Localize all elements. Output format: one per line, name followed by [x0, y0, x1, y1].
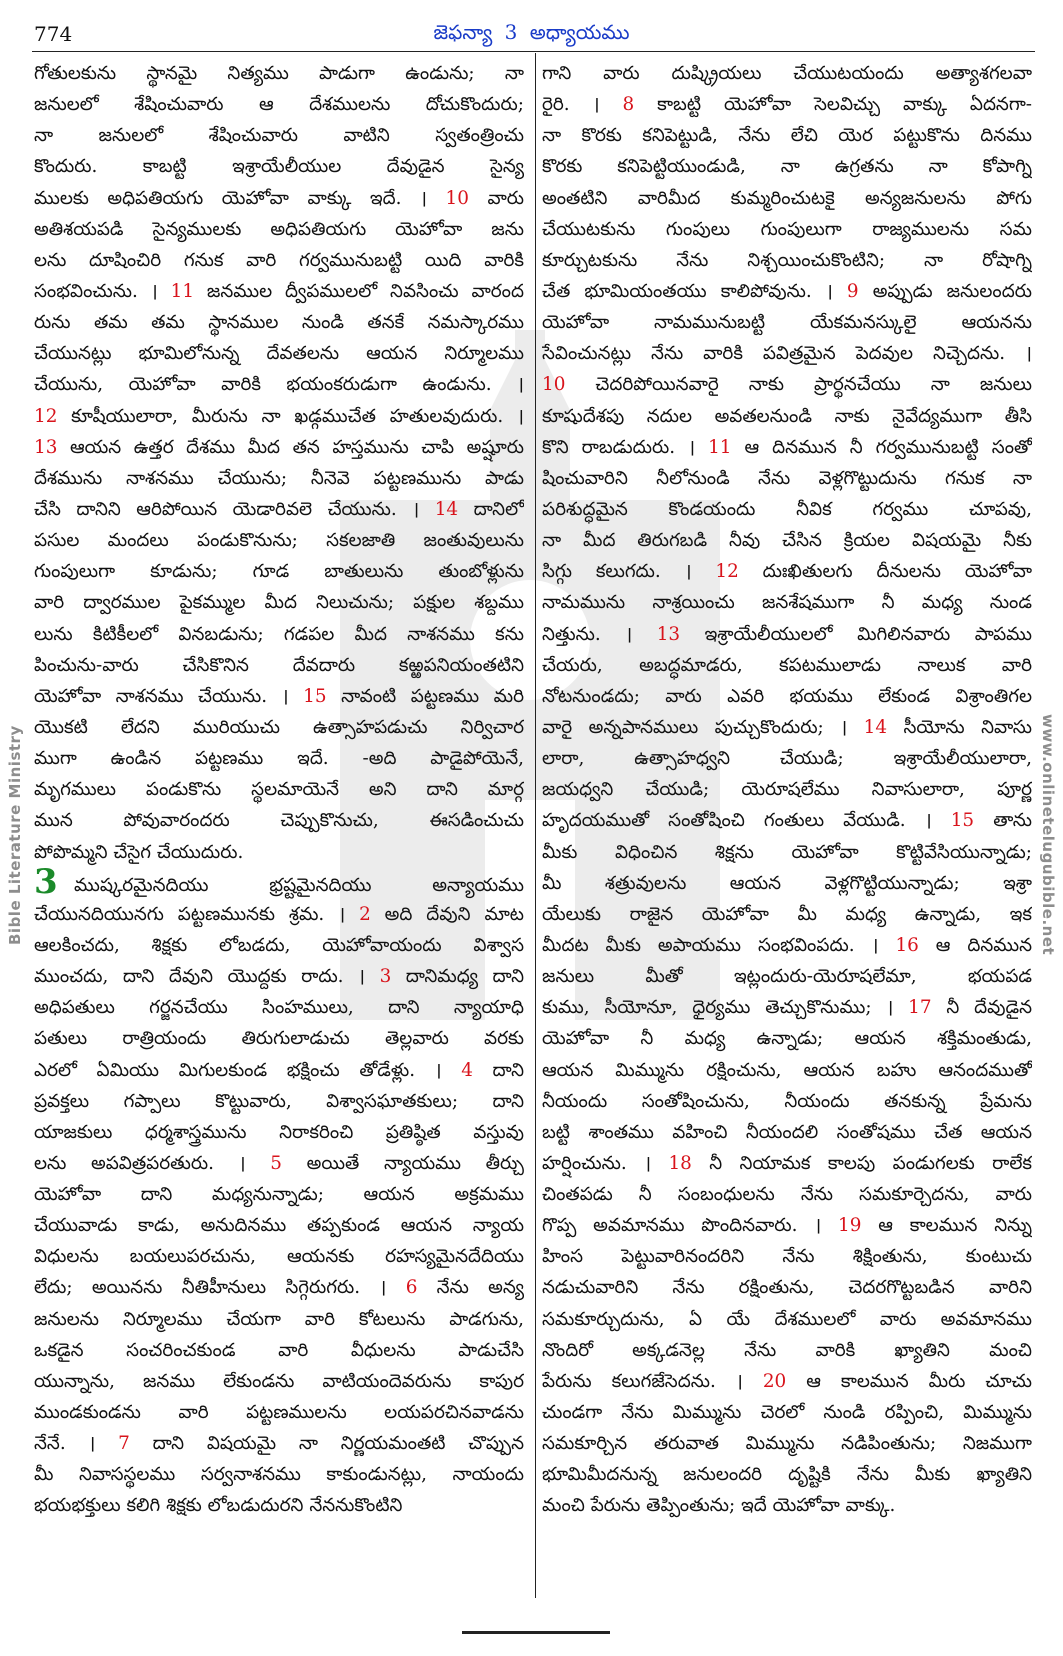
text-line: చేయరు, అబద్ధమాడరు, కపటములాడు నాలుక వారి	[542, 654, 1032, 676]
side-watermark-right: www.onlinetelugubible.net	[1039, 714, 1057, 956]
text-line: నా కొరకు కనిపెట్టుడి, నేను లేచి యెర పట్టుకొను దినము	[542, 125, 1032, 147]
text-line: చేయునదియునగు పట్టణమునకు శ్రమ. । 2 అది దేవుని మాట	[34, 903, 524, 925]
text-line: నా జనులలో శేషించువారు వాటిని స్వతంత్రించు	[34, 125, 524, 147]
text-line: హర్షించును. । 18 నీ నియామక కాలపు పండుగలకు రాలేక	[542, 1152, 1032, 1174]
verse-number: 20	[762, 1370, 787, 1392]
verse-number: 17	[908, 997, 932, 1019]
verse-number: 6	[405, 1277, 418, 1299]
text-line: నోటనుండదు; వారు ఎవరి భయము లేకుండ విశ్రాంతిగల	[542, 685, 1032, 707]
text-line: పించును-వారు చేసికొనిన దేవదారు కఱ్ఱపనియంతటిని	[34, 654, 524, 676]
verse-number: 3	[379, 966, 392, 988]
text-line: కూర్చుటకును నేను నిశ్చయించుకొంటిని; నా రోషాగ్ని	[542, 249, 1032, 271]
text-line	[34, 868, 524, 899]
text-line: విధులను బయలుపరచును, ఆయనకు రహస్యమైనదేదియు	[34, 1246, 524, 1268]
footer-rule	[462, 1631, 610, 1634]
text-line: జనులను నిర్మూలము చేయగా వారి కోటలును పాడగును,	[34, 1308, 524, 1330]
text-line: 10 చెదరిపోయినవారై నాకు ప్రార్థనచేయు నా జనులు	[542, 374, 1032, 396]
text-line: యున్నాను, జనము లేకుండను వాటియందెవరును కాపుర	[34, 1370, 524, 1392]
verse-number: 15	[303, 685, 327, 707]
text-line: ఆలకించదు, శిక్షకు లోబడదు, యెహోవాయందు విశ్వాస	[34, 934, 524, 956]
text-line: ఆయన మిమ్మును రక్షించును, ఆయన బహు ఆనందముతో	[542, 1059, 1032, 1081]
text-line: చేయును, యెహోవా వారికి భయంకరుడుగా ఉండును. ।	[34, 374, 524, 396]
text-line: యొకటి లేదని మురియుచు ఉత్సాహపడుచు నిర్విచార	[34, 716, 524, 738]
text-line: బట్టి శాంతము వహించి నీయందలి సంతోషము చేత ఆయన	[542, 1121, 1032, 1143]
text-line: దేశమును నాశనము చేయును; నీనెవె పట్టణమును పాడు	[34, 467, 524, 489]
text-line: మున పోవువారందరు చెప్పుకొనుచు, ఈసడించుచు	[34, 810, 524, 832]
text-line: రును తమ తమ స్థానముల నుండి తనకే నమస్కారము	[34, 312, 524, 334]
verse-number: 11	[708, 436, 732, 458]
text-line: జనులలో శేషించువారు ఆ దేశములను దోచుకొందురు;	[34, 94, 524, 116]
text-line: మంచి పేరును తెప్పింతును; ఇదే యెహోవా వాక్కు.	[542, 1495, 896, 1517]
verse-number: 14	[434, 498, 459, 520]
text-line: నొందిరో అక్కడనెల్ల నేను వారికి ఖ్యాతిని మంచి	[542, 1339, 1032, 1361]
text-line: చేయువాడు కాడు, అనుదినము తప్పకుండ ఆయన న్యాయ	[34, 1215, 524, 1237]
text-line: యేలుకు రాజైన యెహోవా మీ మధ్య ఉన్నాడు, ఇక	[542, 903, 1032, 925]
text-line: ముంచదు, దాని దేవుని యొద్దకు రాదు. । 3 దానిమధ్య దాని	[34, 966, 524, 988]
text-line: గొప్ప అవమానము పొందినవారు. । 19 ఆ కాలమున నిన్ను	[542, 1215, 1032, 1237]
text-line: 13 ఆయన ఉత్తర దేశము మీద తన హస్తమును చాపి అష్షూరు	[34, 436, 524, 458]
chapter-opening-text: ముష్కరమైనదియు భ్రష్టమైనదియు అన్యాయము	[74, 874, 524, 896]
verse-number: 7	[118, 1433, 130, 1455]
text-line: చేయుటకును గుంపులు గుంపులుగా రాజ్యములను సమ	[542, 218, 1032, 240]
text-line: కొరకు కనిపెట్టియుండుడి, నా ఉగ్రతను నా కోపాగ్ని	[542, 156, 1032, 178]
verse-number: 10	[445, 187, 469, 209]
side-watermark-left: Bible Literature Ministry	[6, 725, 24, 945]
verse-number: 13	[656, 623, 681, 645]
text-line: యెహోవా దాని మధ్యనున్నాడు; ఆయన అక్రమము	[34, 1184, 524, 1206]
text-line: జనులు మీతో ఇట్లందురు-యెరూషలేమా, భయపడ	[542, 966, 1032, 988]
text-line: సిగ్గు కలుగదు. । 12 దుఃఖితులగు దీనులను యెహోవా	[542, 561, 1032, 583]
text-line: ముండకుండను వారి పట్టణములను లయపరచినవాడను	[34, 1402, 524, 1424]
text-line: మీ శత్రువులను ఆయన వెళ్లగొట్టియున్నాడు; ఇశ్రా	[542, 872, 1032, 894]
verse-number: 12	[715, 561, 739, 583]
text-line: కూషుదేశపు నదుల అవతలనుండి నాకు నైవేద్యముగా తీసి	[542, 405, 1032, 427]
text-line: అంతటిని వారిమీద కుమ్మరించుటకై అన్యజనులను పోగు	[542, 187, 1032, 209]
running-head	[0, 20, 1063, 49]
text-line: భూమిమీదనున్న జనులందరి దృష్టికి నేను మీకు ఖ్యాతిని	[542, 1464, 1032, 1486]
verse-number: 14	[863, 716, 888, 738]
text-line: ముగా ఉండిన పట్టణము ఇదే. -అది పాడైపోయెనే,	[34, 748, 524, 770]
chapter-label: అధ్యాయము	[529, 20, 630, 44]
text-line: హింస పెట్టువారినందరిని నేను శిక్షింతును, కుంటుచు	[542, 1246, 1032, 1268]
text-line: నిత్తును. । 13 ఇశ్రాయేలీయులలో మిగిలినవారు పాపము	[542, 623, 1032, 645]
header-rule	[32, 51, 1035, 52]
verse-number: 2	[359, 903, 371, 925]
text-line: కుము, సీయోనూ, ధైర్యము తెచ్చుకొనుము; । 17 నీ దేవుడైన	[542, 997, 1032, 1019]
verse-number: 10	[542, 374, 566, 396]
text-line: యెహోవా నామమునుబట్టి యేకమనస్కులై ఆయనను	[542, 312, 1032, 334]
verse-number: 5	[270, 1152, 282, 1174]
chapter-marker: 3	[34, 867, 58, 899]
text-line: గోతులకును స్థానమై నిత్యము పాడుగా ఉండును; నా	[34, 63, 524, 84]
text-line: సంభవించును. । 11 జనముల ద్వీపములలో నివసించు వారంద	[34, 280, 524, 302]
text-line: చేసి దానిని ఆరిపోయిన యెడారివలె చేయును. । 14 దానిలో	[34, 498, 524, 520]
verse-number: 13	[34, 436, 58, 458]
text-line: లను దూషించిరి గనుక వారి గర్వమునుబట్టి యిది వారికి	[34, 249, 524, 271]
text-line: హృదయముతో సంతోషించి గంతులు వేయుడి. । 15 తాను	[542, 810, 1032, 832]
text-line: ములకు అధిపతియగు యెహోవా వాక్కు ఇదే. । 10 వారు	[34, 187, 524, 209]
text-line: వారై అన్నపానములు పుచ్చుకొందురు; । 14 సీయోను నివాసు	[542, 716, 1032, 738]
text-line: సేవించునట్లు నేను వారికి పవిత్రమైన పెదవుల నిచ్చెదను. ।	[542, 343, 1032, 365]
text-line: గాని వారు దుష్క్రియలు చేయుటయందు అత్యాశగలవా	[542, 63, 1032, 84]
text-line: మీదట మీకు అపాయము సంభవింపదు. । 16 ఆ దినమున	[542, 934, 1032, 956]
text-line: మీ నివాసస్థలము సర్వనాశనము కాకుండునట్లు, నాయందు	[34, 1464, 524, 1486]
text-line: యెహోవా నాశనము చేయును. । 15 నావంటి పట్టణము మరి	[34, 685, 524, 707]
page-number: 774	[34, 22, 73, 46]
text-line: చేయునట్లు భూమిలోనున్న దేవతలను ఆయన నిర్మూలము	[34, 343, 524, 365]
column-divider	[535, 53, 536, 1598]
text-line: 12 కూషీయులారా, మీరును నా ఖడ్గముచేత హతులవుదురు. ।	[34, 405, 524, 427]
text-line: చుండగా నేను మిమ్మును చెరలో నుండి రప్పించి, మిమ్మును	[542, 1402, 1032, 1424]
text-line: షించువారిని నీలోనుండి నేను వెళ్లగొట్టుదును గనుక నా	[542, 467, 1032, 489]
verse-number: 9	[846, 280, 859, 302]
text-line: భయభక్తులు కలిగి శిక్షకు లోబడుదురని నేననుకొంటిని	[34, 1495, 403, 1517]
verse-number: 4	[461, 1059, 473, 1081]
text-line: నా మీద తిరుగబడి నీవు చేసిన క్రియల విషయమై నీకు	[542, 530, 1032, 552]
right-text-column	[542, 58, 1032, 1522]
left-text-column	[34, 58, 524, 1522]
verse-number: 18	[668, 1152, 692, 1174]
text-line: పసుల మందలు పండుకొనును; సకలజాతి జంతువులును	[34, 530, 524, 552]
text-line: పతులు రాత్రియందు తిరుగులాడుచు తెల్లవారు వరకు	[34, 1028, 524, 1050]
text-line: యెహోవా నీ మధ్య ఉన్నాడు; ఆయన శక్తిమంతుడు,	[542, 1028, 1032, 1050]
text-line: మీకు విధించిన శిక్షను యెహోవా కొట్టివేసియున్నాడు;	[542, 841, 1032, 863]
text-line: నడుచువారిని నేను రక్షింతును, చెదరగొట్టబడిన వారిని	[542, 1277, 1032, 1299]
text-line: పేరును కలుగజేసెదను. । 20 ఆ కాలమున మీరు చూచు	[542, 1370, 1032, 1392]
text-line: ప్రవక్తలు గప్పాలు కొట్టువారు, విశ్వాసఘాతకులు; దాని	[34, 1090, 524, 1112]
text-line: లను అపవిత్రపరతురు. । 5 అయితే న్యాయము తీర్చు	[34, 1152, 524, 1174]
verse-number: 16	[895, 934, 919, 956]
verse-number: 8	[622, 94, 635, 116]
verse-number: 19	[838, 1215, 862, 1237]
text-line: కొందురు. కాబట్టి ఇశ్రాయేలీయుల దేవుడైన సైన్య	[34, 156, 524, 178]
text-line: జయధ్వని చేయుడి; యెరూషలేము నివాసులారా, పూర్ణ	[542, 779, 1032, 801]
verse-number: 12	[34, 405, 58, 427]
text-line: చింతపడు నీ సంబంధులను నేను సమకూర్చెదను, వారు	[542, 1184, 1032, 1206]
text-line: గుంపులుగా కూడును; గూడ బాతులును తుంబోళ్లును	[34, 561, 524, 583]
text-line: చేత భూమియంతయు కాలిపోవును. । 9 అప్పుడు జనులందరు	[542, 280, 1032, 302]
text-line: అతిశయపడి సైన్యములకు అధిపతియగు యెహోవా జను	[34, 218, 524, 240]
running-head-chapter: 3	[504, 20, 518, 44]
text-line: నామమును నాశ్రయించు జనశేషముగా నీ మధ్య నుండ	[542, 592, 1032, 614]
verse-number: 11	[170, 280, 195, 302]
text-line: కొని రాబడుదురు. । 11 ఆ దినమున నీ గర్వమునుబట్టి సంతో	[542, 436, 1032, 458]
text-line: యాజకులు ధర్మశాస్త్రమును నిరాకరించి ప్రతిష్ఠిత వస్తువు	[34, 1121, 524, 1143]
text-line: సమకూర్చుదును, ఏ యే దేశములలో వారు అవమానము	[542, 1308, 1032, 1330]
text-line: లారా, ఉత్సాహధ్వని చేయుడి; ఇశ్రాయేలీయులారా,	[542, 748, 1032, 770]
text-line: నీయందు సంతోషించును, నీయందు తనకున్న ప్రేమను	[542, 1090, 1032, 1112]
text-line: పరిశుద్ధమైన కొండయందు నీవిక గర్వము చూపవు,	[542, 498, 1032, 520]
text-line: ఒకడైన సంచరించకుండ వారి వీధులను పాడుచేసి	[34, 1339, 524, 1361]
text-line: అధిపతులు గర్జనచేయు సింహములు, దాని న్యాయాధి	[34, 997, 524, 1019]
book-name: జెఫన్యా	[433, 20, 493, 44]
text-line: సమకూర్చిన తరువాత మిమ్మును నడిపింతును; నిజముగా	[542, 1433, 1032, 1455]
text-line: లును కిటికీలలో వినబడును; గడపల మీద నాశనము కను	[34, 623, 524, 645]
text-line: వారి ద్వారముల పైకమ్ముల మీద నిలుచును; పక్షుల శబ్దము	[34, 592, 524, 614]
text-line: రైరి. । 8 కాబట్టి యెహోవా సెలవిచ్చు వాక్కు ఏదనగా-	[542, 94, 1032, 116]
text-line: నేనే. । 7 దాని విషయమై నా నిర్ణయమంతటి చొప్పున	[34, 1433, 524, 1455]
text-line: మృగములు పండుకొను స్థలమాయెనే అని దాని మార్గ	[34, 779, 524, 801]
text-line: లేదు; అయినను నీతిహీనులు సిగ్గెరుగరు. । 6 నేను అన్య	[34, 1277, 524, 1299]
text-line: ఎరలో ఏమియు మిగులకుండ భక్షించు తోడేళ్లు. । 4 దాని	[34, 1059, 524, 1081]
verse-number: 15	[950, 810, 975, 832]
text-line: పోపొమ్మని చేసైగ చేయుదురు.	[34, 841, 244, 863]
